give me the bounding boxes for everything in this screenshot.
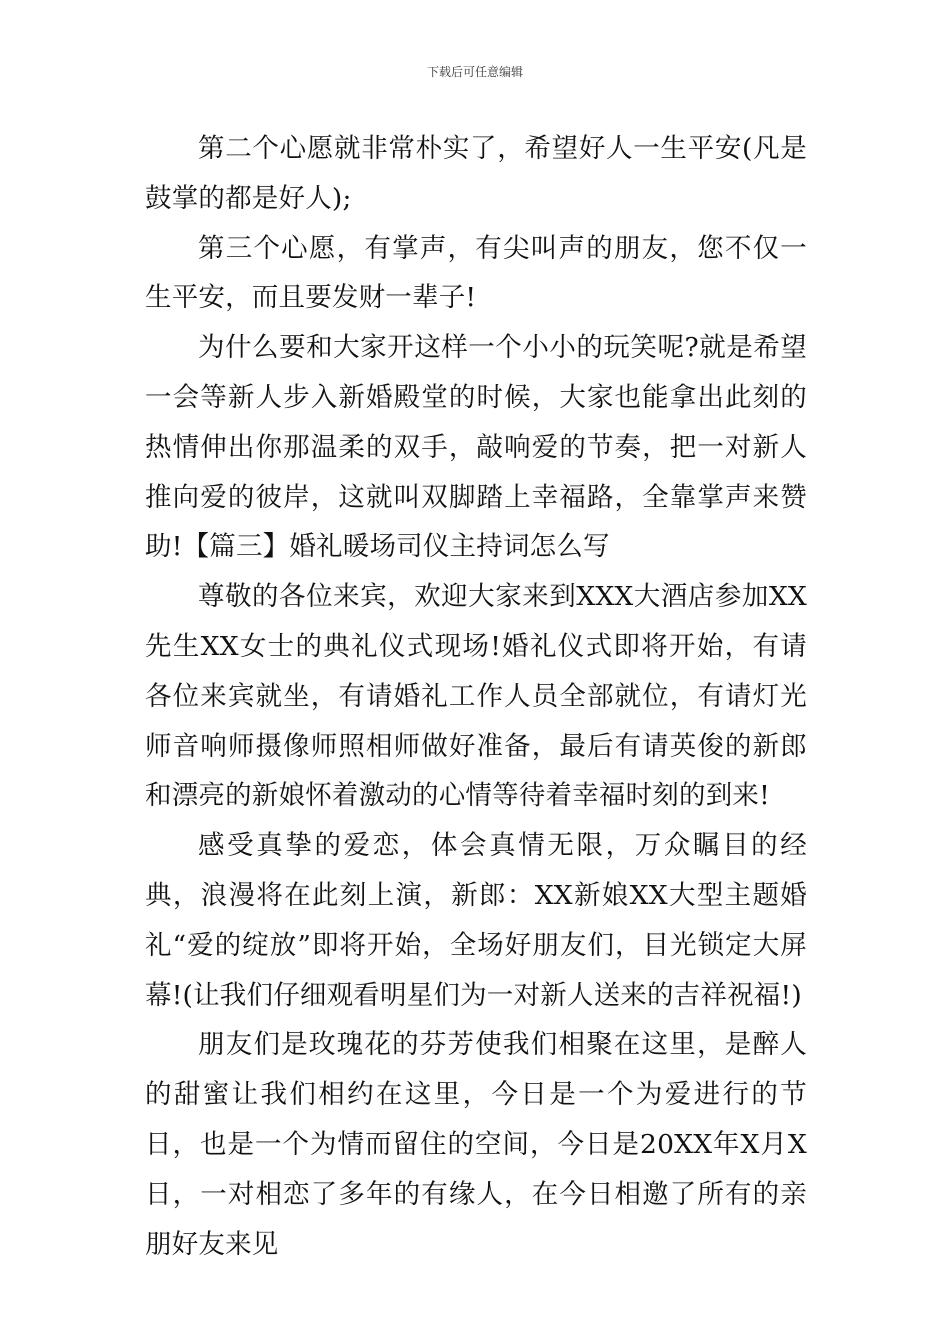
paragraph-true-love: 感受真挚的爱恋，体会真情无限，万众瞩目的经典，浪漫将在此刻上演，新郎：XX新娘XX大型主题婚礼“爱的绽放”即将开始，全场好朋友们，目光锁定大屏幕!(让我们仔细观看明星们为一对新人送来的吉祥祝福!): [145, 830, 807, 1011]
paragraph-second-wish: 第二个心愿就非常朴实了，希望好人一生平安(凡是鼓掌的都是好人);: [145, 133, 807, 214]
document-body: [145, 124, 807, 1269]
page-header: 下载后可任意编辑: [426, 65, 523, 79]
paragraph-welcome-guests: 尊敬的各位来宾，欢迎大家来到XXX大酒店参加XX先生XX女士的典礼仪式现场!婚礼仪式即将开始，有请各位来宾就坐，有请婚礼工作人员全部就位，有请灯光师音响师摄像师照相师做好准备，最后有请英俊的新郎和漂亮的新娘怀着激动的心情等待着幸福时刻的到来!: [145, 581, 807, 812]
paragraph-why-joke: 为什么要和大家开这样一个小小的玩笑呢?就是希望一会等新人步入新婚殿堂的时候，大家也能拿出此刻的热情伸出你那温柔的双手，敲响爱的节奏，把一对新人推向爱的彼岸，这就叫双脚踏上幸福路，全靠掌声来赞助!【篇三】婚礼暖场司仪主持词怎么写: [145, 332, 807, 563]
paragraph-third-wish: 第三个心愿，有掌声，有尖叫声的朋友，您不仅一生平安，而且要发财一辈子!: [145, 232, 807, 314]
paragraph-friends-roses: 朋友们是玫瑰花的芬芳使我们相聚在这里，是醉人的甜蜜让我们相约在这里，今日是一个为爱进行的节日，也是一个为情而留住的空间，今日是20XX年X月X日，一对相恋了多年的有缘人，在今日相邀了所有的亲朋好友来见: [145, 1029, 807, 1260]
